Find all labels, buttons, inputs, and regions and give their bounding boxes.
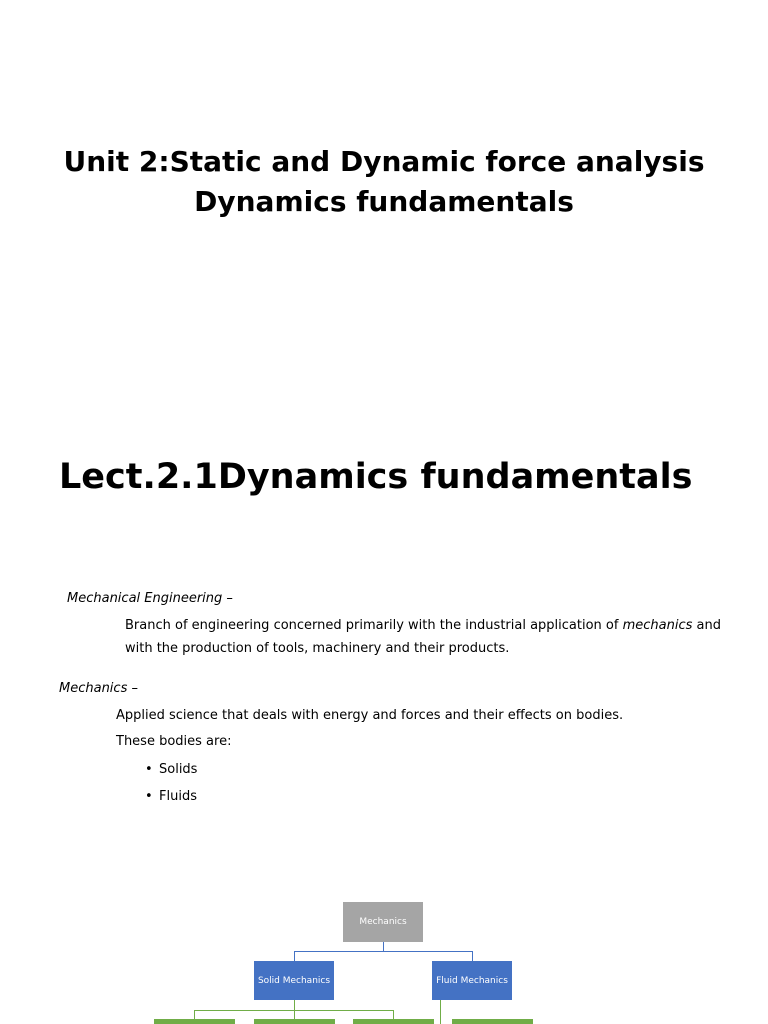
mechanical-engineering-term: Mechanical Engineering –: [67, 591, 233, 606]
diagram-node-solid-child: [254, 1019, 335, 1024]
bullet-icon: •: [145, 762, 153, 777]
connector-line: [294, 1010, 295, 1019]
connector-line: [194, 1010, 195, 1019]
list-item-label: Fluids: [159, 789, 197, 804]
definition-text-a: Branch of engineering concerned primarily with the industrial application of: [125, 618, 623, 633]
diagram-node-solid-child: [154, 1019, 235, 1024]
diagram-node-solid-child: [353, 1019, 434, 1024]
diagram-node-mechanics: Mechanics: [343, 902, 423, 942]
connector-line: [294, 951, 295, 961]
connector-line: [294, 951, 473, 952]
diagram-node-fluid-mechanics: Fluid Mechanics: [432, 961, 512, 1000]
mechanics-definition: Applied science that deals with energy and forces and their effects on bodies.: [116, 708, 624, 723]
lecture-heading: Lect.2.1Dynamics fundamentals: [59, 457, 693, 497]
mechanics-term: Mechanics –: [59, 681, 138, 696]
connector-line: [393, 1010, 394, 1019]
list-item-fluids: [145, 785, 197, 808]
list-item-solids: [145, 758, 198, 781]
bullet-icon: •: [145, 789, 153, 804]
connector-line: [294, 1000, 295, 1010]
mechanical-engineering-definition-line-2: with the production of tools, machinery and their products.: [125, 641, 510, 656]
connector-line: [472, 951, 473, 961]
bodies-intro: These bodies are:: [116, 734, 232, 749]
definition-italic-mechanics: mechanics: [622, 618, 693, 633]
mechanical-engineering-definition-line-1: [125, 614, 721, 637]
definition-text-b: and: [692, 618, 721, 633]
page-title-line-2: Dynamics fundamentals: [194, 185, 574, 218]
page-title-line-1: Unit 2:Static and Dynamic force analysis: [63, 145, 705, 178]
connector-line: [440, 1000, 441, 1024]
connector-line: [383, 942, 384, 951]
diagram-node-solid-mechanics: Solid Mechanics: [254, 961, 334, 1000]
diagram-node-fluid-child: [452, 1019, 533, 1024]
list-item-label: Solids: [159, 762, 198, 777]
